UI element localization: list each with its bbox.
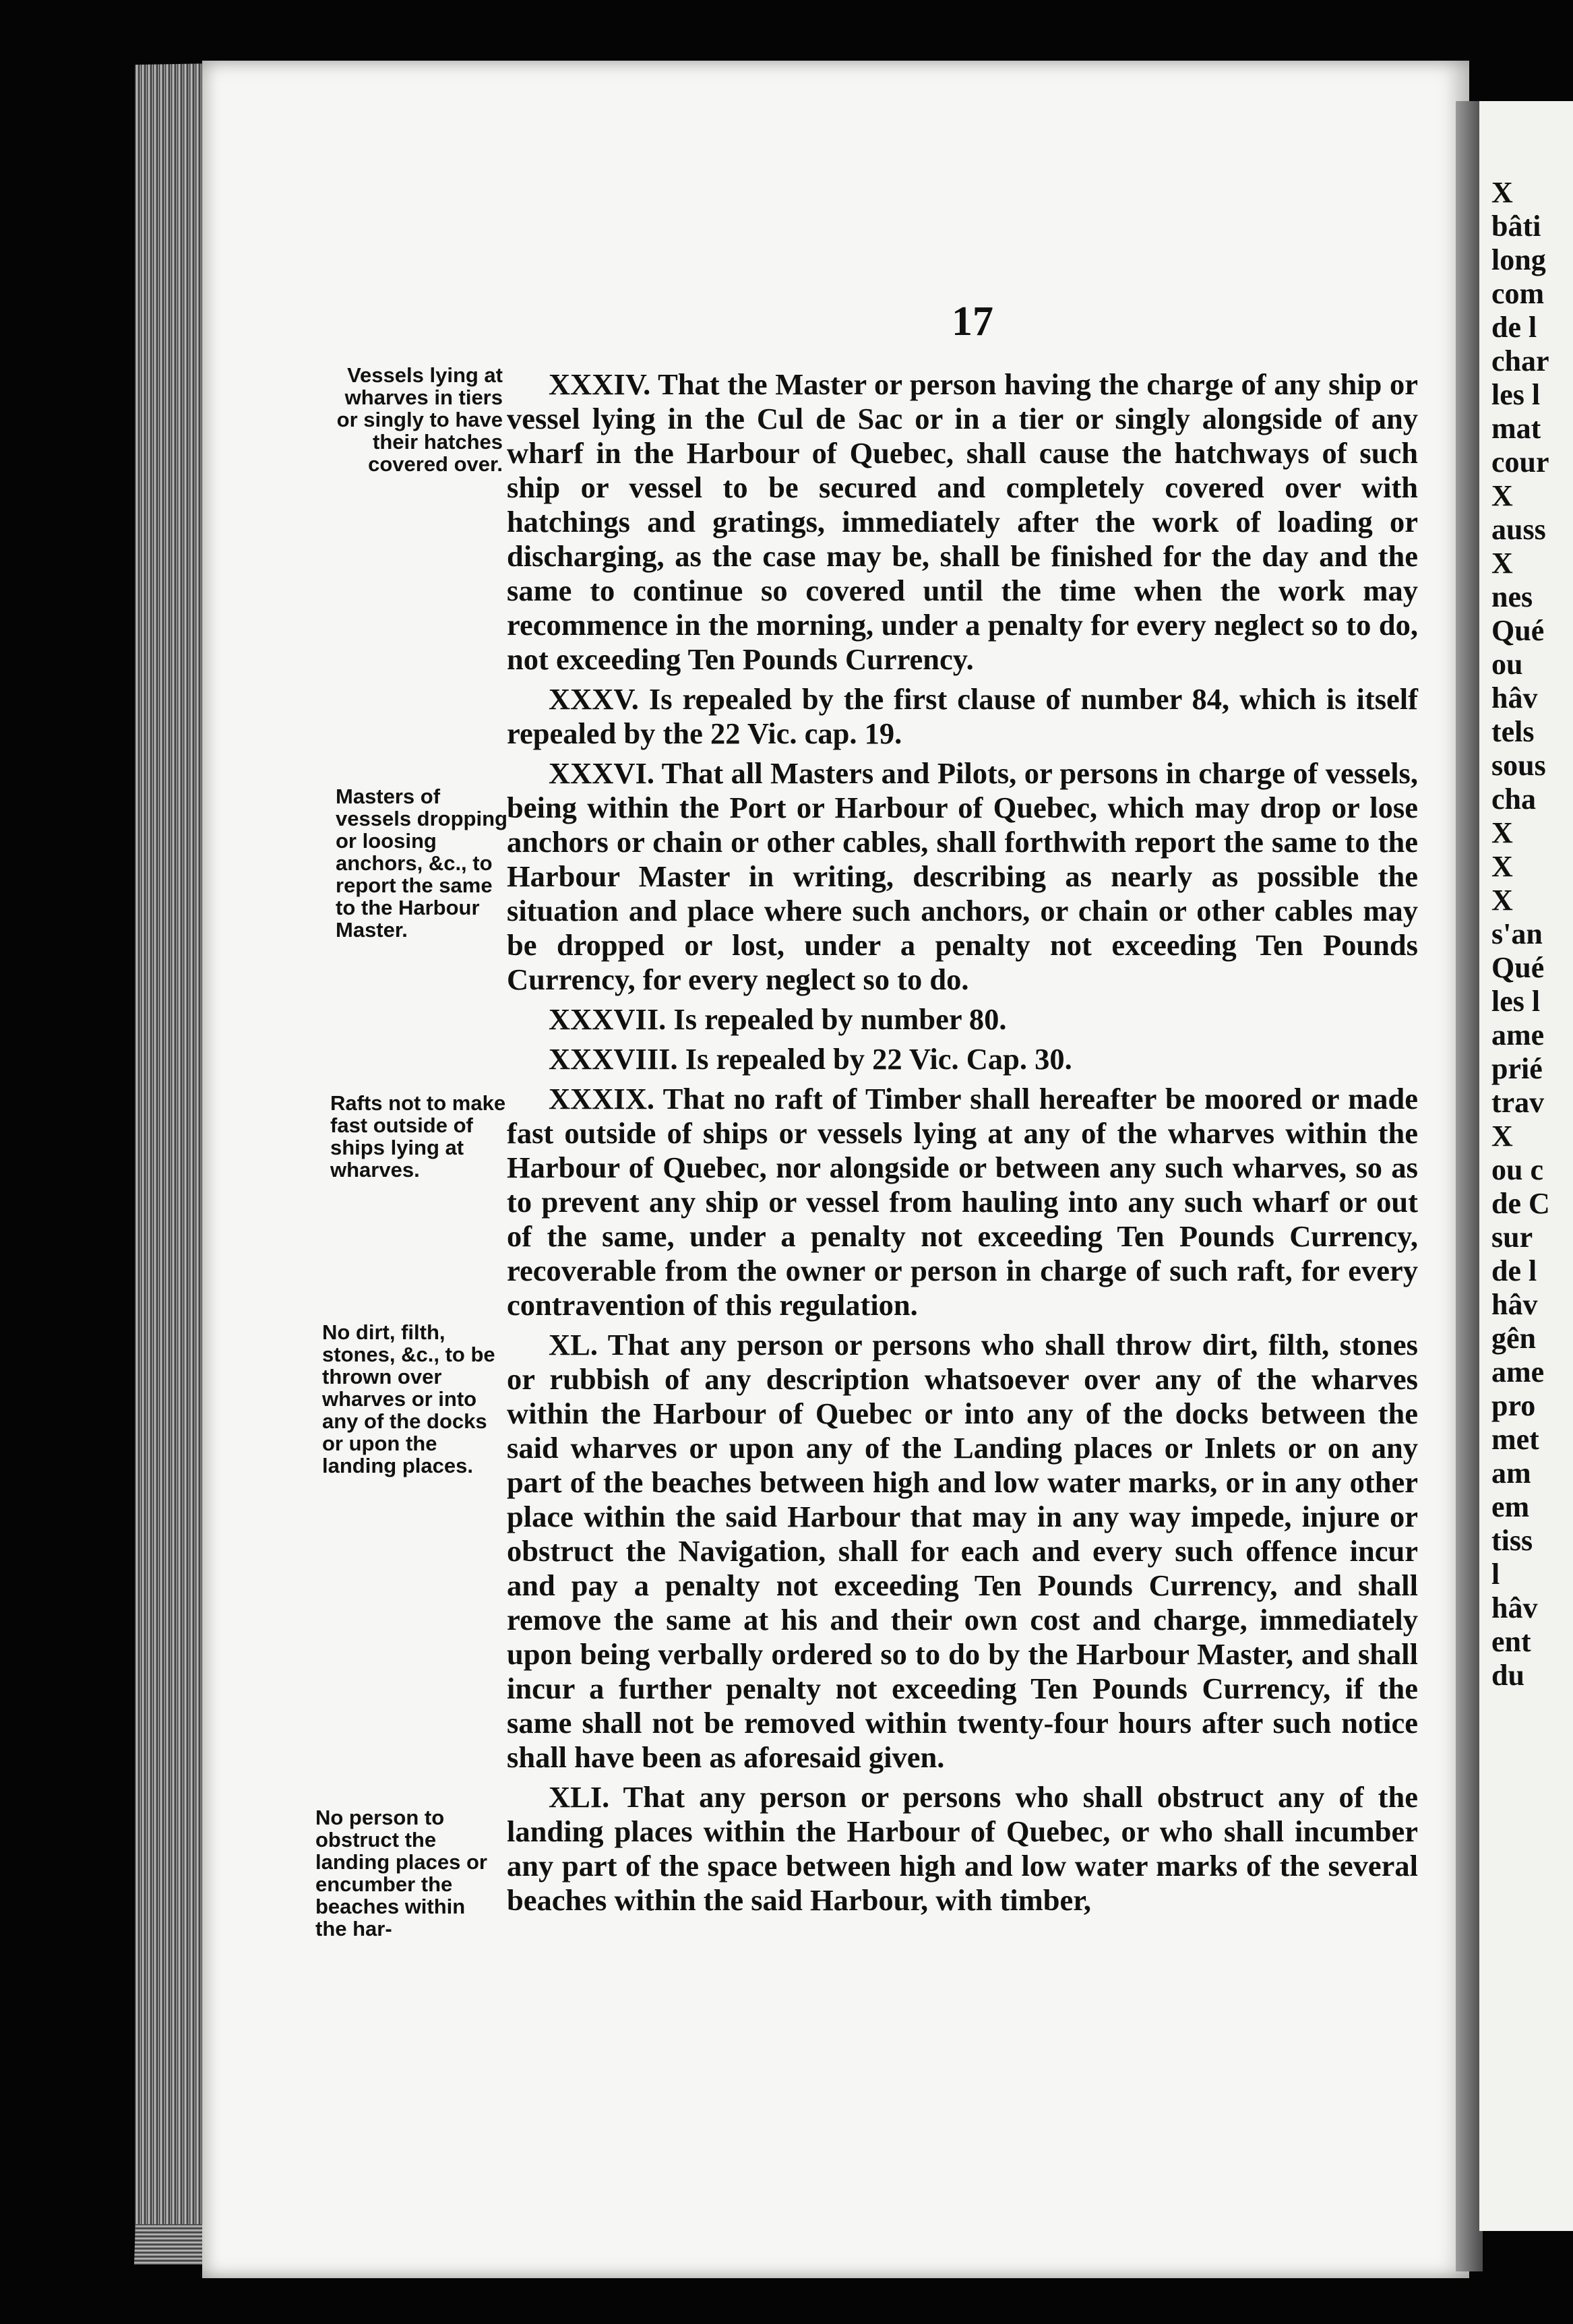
facing-fragment: X: [1491, 176, 1513, 209]
facing-fragment: les l: [1491, 985, 1541, 1018]
facing-fragment: de l: [1491, 1254, 1537, 1287]
facing-fragment: Qué: [1491, 614, 1545, 647]
facing-fragment: am: [1491, 1457, 1531, 1490]
paragraph-xl: XL. That any person or persons who shall throw dirt, filth, stones or rubbish of any description whatsoever over any of the wharves within the Harbour of Quebec or into any of the docks between the said wharves or upon any of the Landing places or Inlets or on any part of the beaches between high and low water marks, or in any other place within the said Harbour that may in any way impede, injure or obstruct the Navigation, shall for each and every such offence incur and pay a penalty not exceeding Ten Pounds Currency, and shall remove the same at his and their own cost and charge, immediately upon being verbally ordered so to do by the Harbour Master, and shall incur a further penalty not exceeding Ten Pounds Currency, if the same shall not be removed within twenty-four hours after such notice shall have been as aforesaid given.: [507, 1328, 1418, 1774]
facing-fragment: X: [1491, 479, 1513, 512]
sidenote-landing-places: No person to obstruct the landing places or encumber the beaches within the har-: [315, 1806, 487, 1940]
facing-fragment: cour: [1491, 446, 1549, 479]
facing-fragment: gên: [1491, 1322, 1536, 1355]
facing-fragment: sur: [1491, 1221, 1533, 1254]
sidenote-masters-anchors: Masters of vessels dropping or loosing anchors, &c., to report the same to the Harbour Master.: [336, 785, 507, 942]
facing-fragment: com: [1491, 277, 1545, 310]
facing-fragment: long: [1491, 243, 1546, 276]
facing-fragment: ame: [1491, 1018, 1545, 1051]
facing-fragment: char: [1491, 344, 1549, 377]
facing-fragment: du: [1491, 1659, 1524, 1692]
facing-fragment: sous: [1491, 749, 1546, 782]
page-number: 17: [952, 299, 993, 344]
facing-fragment: X: [1491, 884, 1513, 917]
facing-fragment: hâv: [1491, 1591, 1538, 1624]
facing-fragment: em: [1491, 1490, 1530, 1523]
paragraph-xxxix: XXXIX. That no raft of Timber shall hereafter be moored or made fast outside of ships or vessels lying at any of the wharves within the Harbour of Quebec, nor alongside or between any such wharves, so as to prevent any ship or vessel from hauling into any such wharf or out of the same, under a penalty not exceeding Ten Pounds Currency, recoverable from the owner or person in charge of such raft, for every contravention of this regulation.: [507, 1082, 1418, 1322]
facing-fragment: s'an: [1491, 917, 1543, 950]
paragraph-xli: XLI. That any person or persons who shall obstruct any of the landing places within the Harbour of Quebec, or who shall incumber any part of the space between high and low water marks of the several beaches within the said Harbour, with timber,: [507, 1780, 1418, 1917]
facing-fragment: auss: [1491, 513, 1546, 546]
facing-fragment: mat: [1491, 412, 1541, 445]
sidenote-no-dirt: No dirt, filth, stones, &c., to be thrown over wharves or into any of the docks or upon the landing places.: [322, 1320, 495, 1477]
facing-page: [1479, 101, 1573, 2231]
facing-fragment: l: [1491, 1558, 1500, 1591]
facing-fragment: de l: [1491, 311, 1537, 344]
facing-fragment: hâv: [1491, 1288, 1538, 1321]
paragraph-xxxiv: XXXIV. That the Master or person having the charge of any ship or vessel lying in the Cul de Sac or in a tier or singly alongside of any wharf in the Harbour of Quebec, shall cause the hatchways of such ship or vessel to be secured and completely covered over with hatchings and gratings, immediately after the work of loading or discharging, as the case may be, shall be finished for the day and the same to continue so covered until the time when the work may recommence in the morning, under a penalty for every neglect so to do, not exceeding Ten Pounds Currency.: [507, 367, 1418, 676]
facing-fragment: met: [1491, 1423, 1539, 1456]
facing-fragment: X: [1491, 816, 1513, 849]
facing-fragment: les l: [1491, 378, 1541, 411]
sidenote-vessels-hatches: Vessels lying at wharves in tiers or singly to have their hatches covered over.: [336, 363, 503, 476]
facing-fragment: pro: [1491, 1389, 1536, 1422]
facing-fragment: tiss: [1491, 1524, 1533, 1557]
paragraph-xxxviii: XXXVIII. Is repealed by 22 Vic. Cap. 30.: [549, 1042, 1072, 1076]
facing-fragment: bâti: [1491, 210, 1541, 243]
facing-fragment: prié: [1491, 1052, 1543, 1085]
facing-fragment: tels: [1491, 715, 1535, 748]
body-text: [507, 367, 1418, 1923]
facing-fragment: Qué: [1491, 951, 1545, 984]
facing-fragment: de C: [1491, 1187, 1550, 1220]
facing-fragment: X: [1491, 547, 1513, 580]
facing-fragment: ou: [1491, 648, 1523, 681]
gutter-shadow: [1456, 101, 1483, 2271]
facing-fragment: ent: [1491, 1625, 1531, 1658]
facing-fragment: ame: [1491, 1355, 1545, 1388]
sidenote-rafts: Rafts not to make fast outside of ships lying at wharves.: [330, 1091, 506, 1182]
paragraph-xxxv: XXXV. Is repealed by the first clause of number 84, which is itself repealed by the 22 Vic. cap. 19.: [507, 682, 1418, 750]
facing-fragment: cha: [1491, 783, 1536, 816]
facing-fragment: nes: [1491, 580, 1533, 613]
paragraph-xxxvii: XXXVII. Is repealed by number 80.: [549, 1002, 1007, 1036]
facing-fragment: hâv: [1491, 681, 1538, 714]
paragraph-xxxvi: XXXVI. That all Masters and Pilots, or persons in charge of vessels, being within the Port or Harbour of Quebec, which may drop or lose anchors or chain or other cables, shall forthwith report the same to the Harbour Master in writing, describing as nearly as possible the situation and place where such anchors, or chain or other cables may be dropped or lost, under a penalty not exceeding Ten Pounds Currency, for every neglect so to do.: [507, 756, 1418, 996]
facing-fragment: trav: [1491, 1086, 1545, 1119]
facing-fragment: ou c: [1491, 1153, 1543, 1186]
facing-fragment: X: [1491, 850, 1513, 883]
facing-fragment: X: [1491, 1120, 1513, 1153]
